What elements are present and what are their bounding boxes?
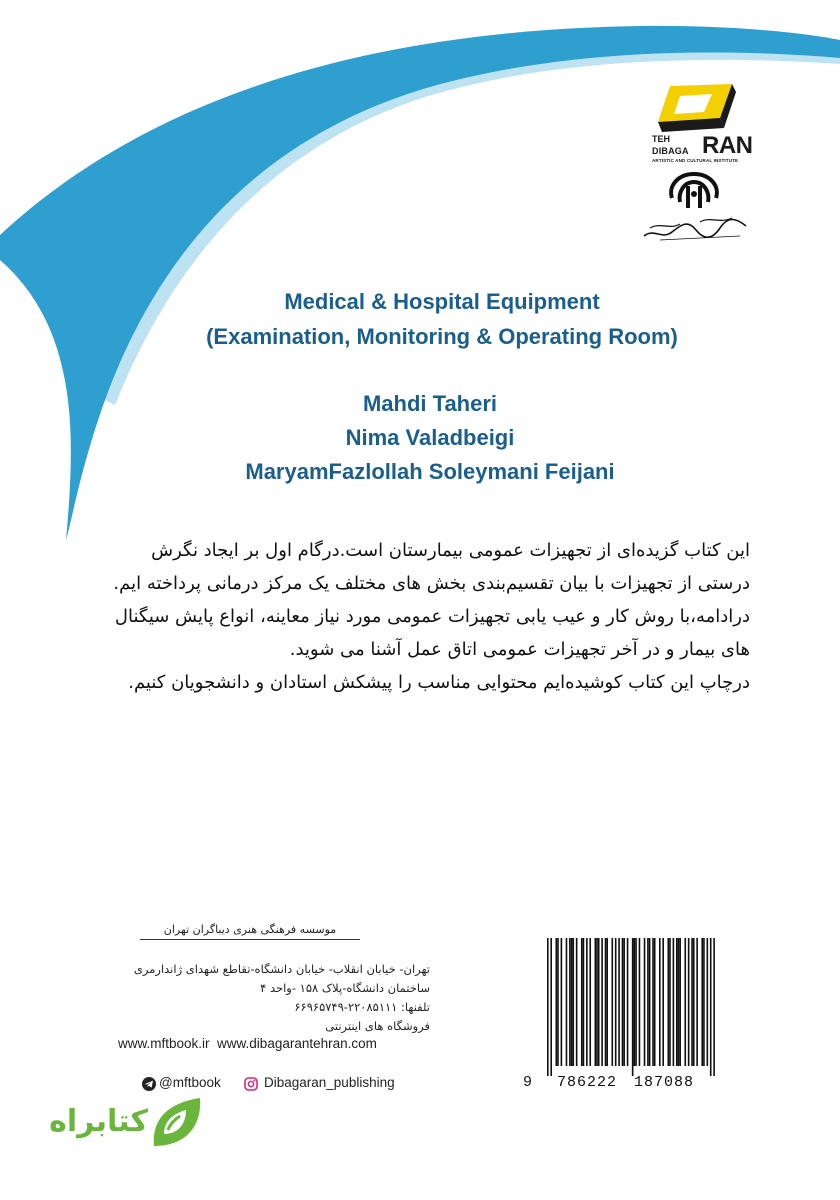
- barcode-bar: [618, 938, 620, 1066]
- barcode-bar: [561, 938, 563, 1066]
- barcode-bar: [581, 938, 583, 1066]
- barcode-bars: [547, 938, 715, 1076]
- barcode-bar: [606, 938, 608, 1066]
- social-handles: [142, 1075, 442, 1095]
- barcode-bar: [622, 938, 624, 1066]
- barcode-bar: [667, 938, 669, 1066]
- book-authors: [0, 387, 840, 489]
- barcode-digits-group2: 187088: [634, 1074, 695, 1091]
- barcode-bar: [676, 938, 678, 1066]
- barcode-bar: [615, 938, 617, 1066]
- author-name: MaryamFazlollah Soleymani Feijani: [245, 459, 615, 484]
- barcode-bar: [598, 938, 600, 1066]
- description-line: های بیمار و در آخر تجهیزات عمومی اتاق عمل آشنا می شوید.: [289, 639, 750, 660]
- description-line: درچاپ این کتاب کوشیده‌ایم محتوایی مناسب را پیشکش استادان و دانشجویان کنیم.: [128, 672, 750, 693]
- barcode-bar: [547, 938, 549, 1076]
- website-link[interactable]: www.dibagarantehran.com: [217, 1036, 377, 1051]
- barcode-bar: [696, 938, 698, 1066]
- barcode-bar: [589, 938, 591, 1066]
- barcode-bar: [713, 938, 715, 1076]
- barcode-bar: [654, 938, 656, 1066]
- barcode-bar: [566, 938, 568, 1066]
- barcode-bar: [634, 938, 636, 1066]
- isbn-barcode: [523, 938, 717, 1091]
- barcode-bar: [550, 938, 552, 1076]
- logo-institute: ARTISTIC AND CULTURAL INSTITUTE: [652, 158, 739, 163]
- ketabrah-watermark: [40, 1094, 220, 1154]
- barcode-bar: [595, 938, 597, 1066]
- dibagaran-logo-icon: [650, 78, 740, 133]
- instagram-icon: [244, 1077, 258, 1091]
- description-line: درستی از تجهیزات با بیان تقسیم‌بندی بخش های مختلف یک مرکز درمانی پرداخته ایم.: [113, 573, 750, 594]
- barcode-bar: [639, 938, 641, 1066]
- barcode-bar: [555, 938, 557, 1066]
- telegram-icon: [142, 1077, 156, 1091]
- barcode-bar: [703, 938, 705, 1066]
- barcode-digits-group1: 786222: [557, 1074, 618, 1091]
- barcode-bar: [669, 938, 671, 1066]
- barcode-bar: [596, 938, 598, 1066]
- barcode-bar: [678, 938, 680, 1066]
- publisher-name: موسسه فرهنگی هنری دیباگران تهران: [140, 923, 360, 940]
- instagram-handle[interactable]: Dibagaran_publishing: [264, 1075, 395, 1090]
- barcode-bar: [693, 938, 695, 1066]
- book-title: [0, 284, 840, 354]
- description-line: این کتاب گزیده‌ای از تجهیزات عمومی بیمارستان است.درگام اول بر ایجاد نگرش: [151, 540, 750, 561]
- address-line: تهران- خیابان انقلاب- خیابان دانشگاه-تقاطع شهدای ژاندارمری: [133, 962, 430, 976]
- logo-ran: RAN: [702, 132, 753, 159]
- barcode-bar: [707, 938, 709, 1066]
- address-line: ساختمان دانشگاه-پلاک ۱۵۸ -واحد ۴: [260, 981, 430, 995]
- barcode-bar: [691, 938, 693, 1066]
- author-name: Nima Valadbeigi: [345, 425, 515, 450]
- barcode-bar: [632, 938, 634, 1076]
- book-title-line2: (Examination, Monitoring & Operating Room): [206, 324, 678, 349]
- website-link[interactable]: www.mftbook.ir: [118, 1036, 210, 1051]
- barcode-bar: [647, 938, 649, 1066]
- ketabrah-leaf-icon: [148, 1094, 206, 1152]
- author-name: Mahdi Taheri: [362, 391, 498, 416]
- logo-dibaga: DIBAGA: [652, 146, 689, 156]
- websites: [118, 1036, 438, 1051]
- barcode-bar: [649, 938, 651, 1066]
- barcode-bar: [601, 938, 603, 1066]
- phone-numbers: تلفنها: ۲۲۰۸۵۱۱۱-۶۶۹۶۵۷۴۹: [294, 1000, 430, 1014]
- barcode-bar: [652, 938, 654, 1066]
- publisher-address: [90, 960, 430, 1036]
- barcode-bar: [688, 938, 690, 1066]
- telegram-handle[interactable]: @mftbook: [159, 1075, 221, 1090]
- logo-teh: TEH: [652, 134, 670, 144]
- barcode-bar: [701, 938, 703, 1066]
- barcode-bar: [572, 938, 574, 1066]
- book-title-line1: Medical & Hospital Equipment: [284, 289, 600, 314]
- barcode-bar: [571, 938, 573, 1066]
- barcode-bar: [684, 938, 686, 1066]
- barcode-bar: [627, 938, 629, 1066]
- barcode-bar: [673, 938, 675, 1066]
- barcode-bar: [662, 938, 664, 1066]
- barcode-bar: [644, 938, 646, 1066]
- description-line: درادامه،با روش کار و عیب یابی تجهیزات عمومی مورد نیاز معاینه، انواع پایش سیگنال: [114, 606, 750, 627]
- barcode-bar: [659, 938, 661, 1066]
- online-stores-label: فروشگاه های اینترنتی: [325, 1019, 430, 1033]
- barcode-bar: [623, 938, 625, 1066]
- barcode-bar: [611, 938, 613, 1066]
- barcode-bar: [679, 938, 681, 1066]
- barcode-bar: [583, 938, 585, 1066]
- barcode-bar: [586, 938, 588, 1066]
- book-description: [100, 534, 750, 699]
- barcode-bar: [710, 938, 712, 1076]
- barcode-bar: [635, 938, 637, 1066]
- barcode-bar: [569, 938, 571, 1066]
- ketabrah-word: کتابراه: [49, 1104, 148, 1139]
- barcode-bar: [576, 938, 578, 1066]
- barcode-digit-prefix: 9: [523, 1074, 533, 1091]
- institute-calligraphy-signature: [640, 206, 750, 246]
- barcode-bar: [557, 938, 559, 1066]
- barcode-bar: [605, 938, 607, 1066]
